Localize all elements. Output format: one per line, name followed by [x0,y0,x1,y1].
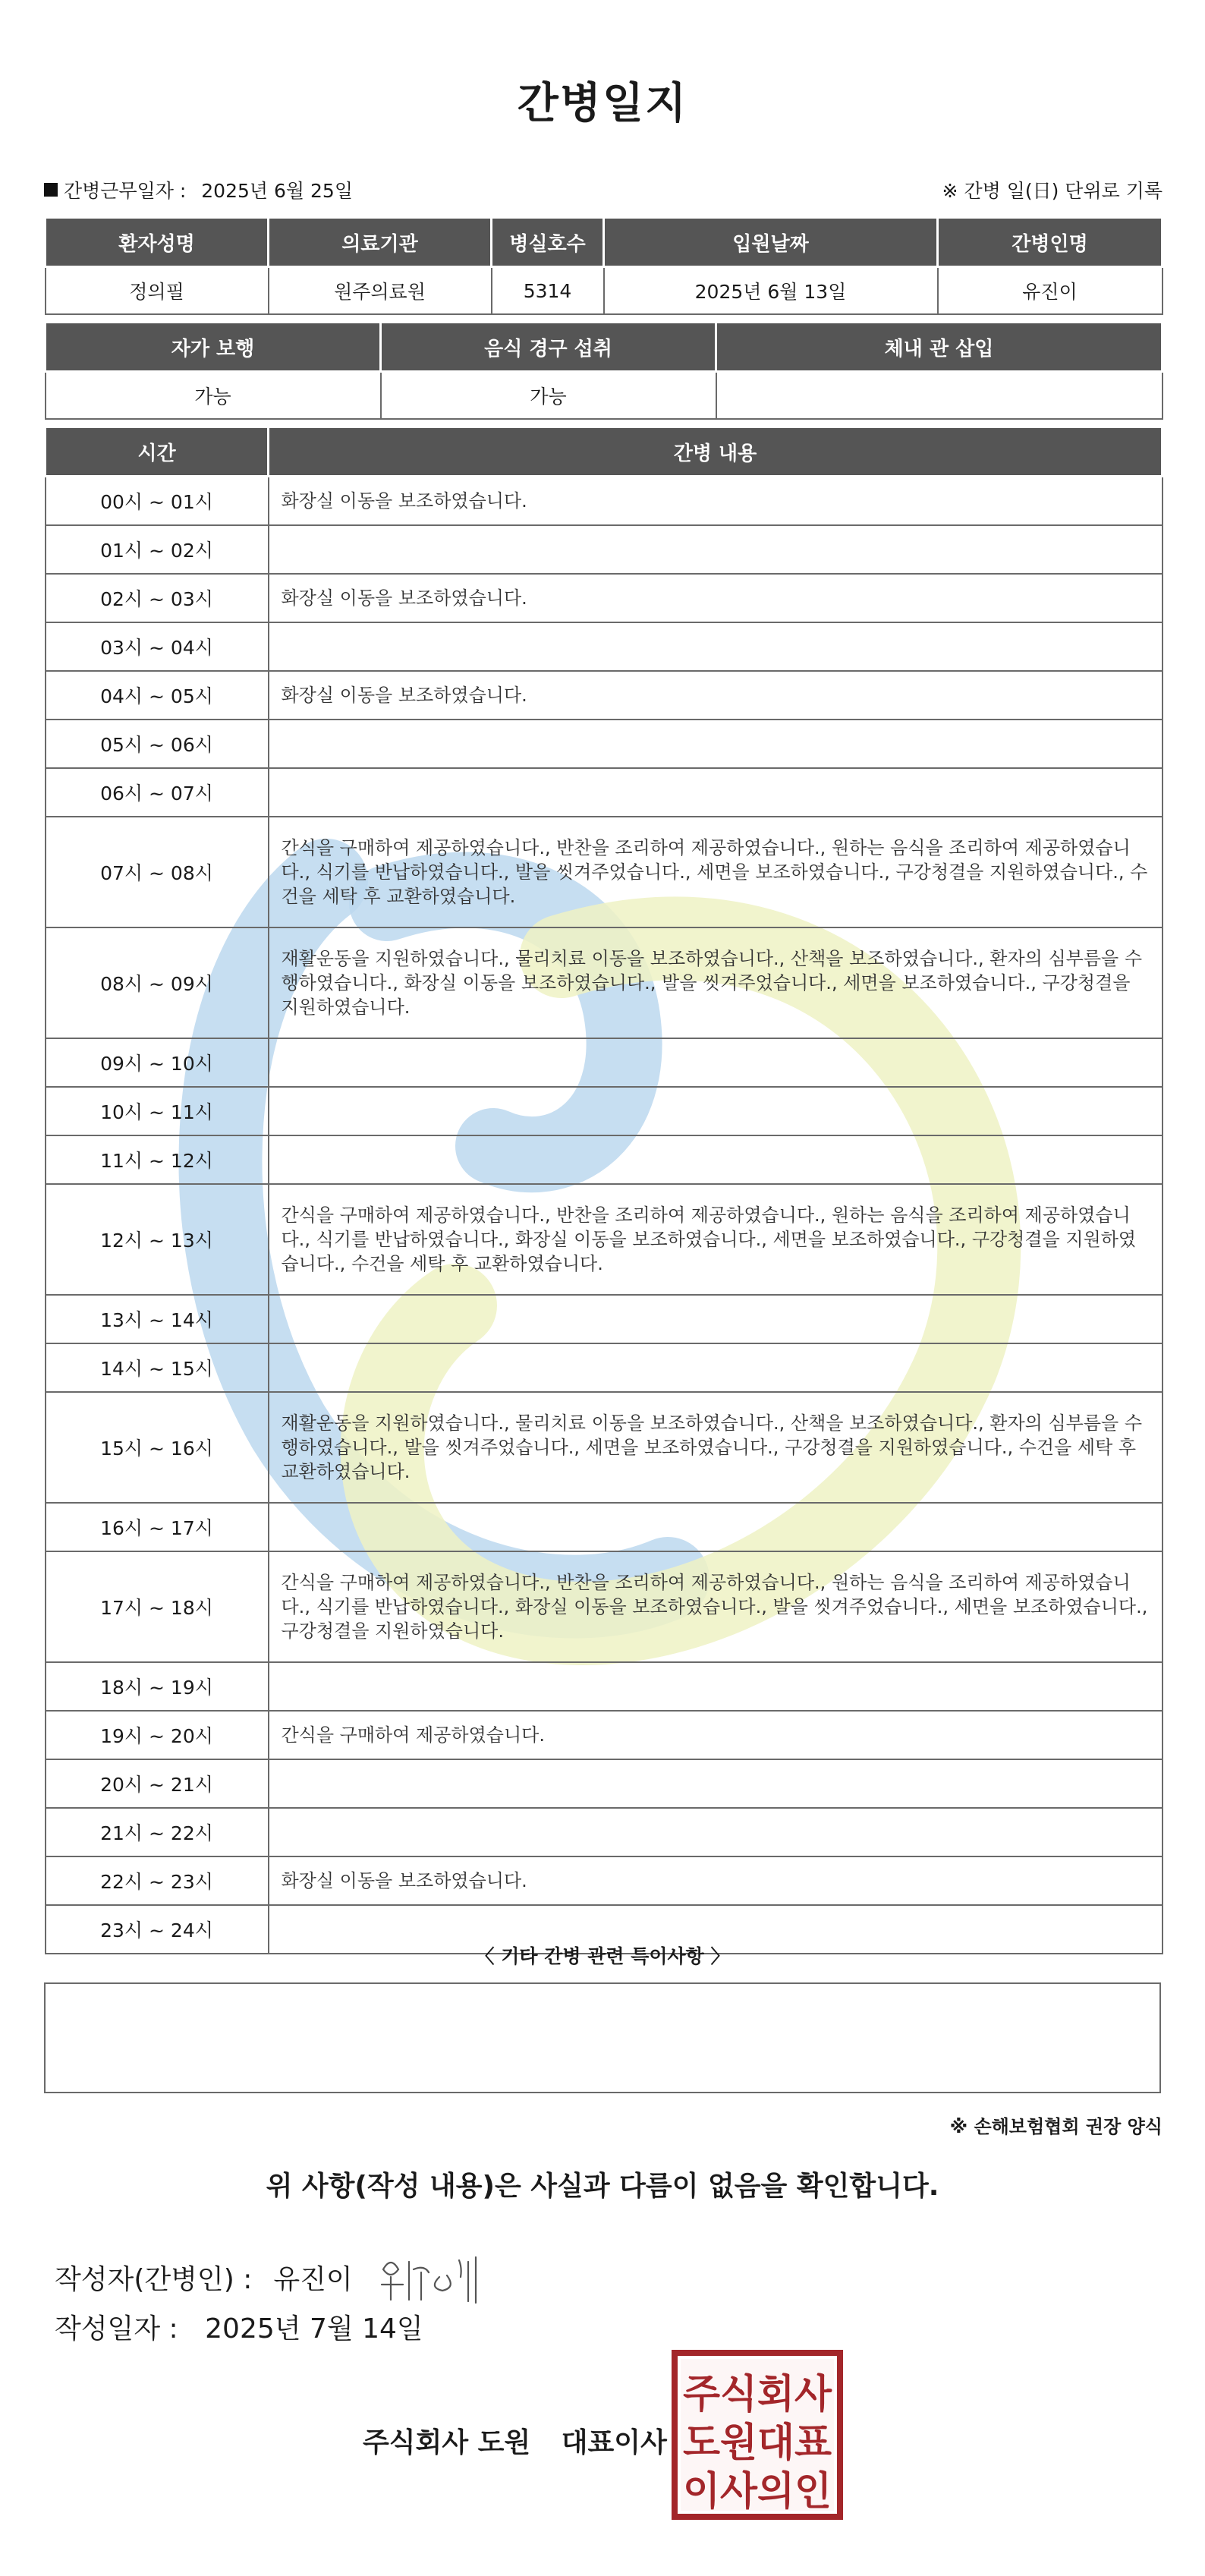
hourly-care-log-table [44,426,1163,1954]
care-content: 간식을 구매하여 제공하였습니다., 반찬을 조리하여 제공하였습니다., 원하는 음식을 조리하여 제공하였습니다., 식기를 반납하였습니다., 화장실 이동을 보조하였습니다., 발을 씻겨주었습니다., 세면을 보조하였습니다., 구강청결을 지원하였습니다. [269,1551,1163,1662]
time-slot: 20시 ~ 21시 [46,1759,269,1808]
care-content: 재활운동을 지원하였습니다., 물리치료 이동을 보조하였습니다., 산책을 보조하였습니다., 환자의 심부름을 수행하였습니다., 발을 씻겨주었습니다., 세면을 보조하였습니다., 구강청결을 지원하였습니다., 수건을 세탁 후 교환하였습니다. [269,1392,1163,1503]
svg-text:주식회사: 주식회사 [683,2372,832,2417]
writer-line [55,2247,505,2307]
time-slot: 02시 ~ 03시 [46,574,269,622]
table-row [46,1135,1163,1184]
walking-status: 가능 [46,372,381,420]
time-slot: 19시 ~ 20시 [46,1711,269,1759]
time-slot: 00시 ~ 01시 [46,477,269,526]
care-content [269,1295,1163,1343]
time-slot: 09시 ~ 10시 [46,1038,269,1087]
table-row [46,1856,1163,1905]
care-content [269,720,1163,768]
care-content: 화장실 이동을 보조하였습니다. [269,671,1163,720]
table-row [46,1184,1163,1295]
company-seal-stamp-icon [670,2348,845,2521]
time-slot: 17시 ~ 18시 [46,1551,269,1662]
table-row [46,1503,1163,1551]
table-row [46,720,1163,768]
document-title: 간병일지 [517,79,688,128]
caregiver-name: 유진이 [938,267,1163,315]
log-rows [46,477,1163,1954]
table-row [46,817,1163,927]
work-date-value: 2025년 6월 25일 [201,180,353,202]
time-slot: 10시 ~ 11시 [46,1087,269,1135]
time-slot: 06시 ~ 07시 [46,768,269,817]
written-date-line [55,2307,423,2346]
time-slot: 23시 ~ 24시 [46,1905,269,1954]
care-content [269,1087,1163,1135]
notes-box [44,1982,1161,2093]
table-row [46,1808,1163,1856]
company-name: 주식회사 도원 [363,2427,531,2458]
time-slot: 13시 ~ 14시 [46,1295,269,1343]
time-slot: 21시 ~ 22시 [46,1808,269,1856]
table-row [46,1392,1163,1503]
table-row [46,622,1163,671]
care-content [269,1759,1163,1808]
table-row [46,1711,1163,1759]
written-date: 2025년 7월 14일 [205,2313,423,2345]
header-patient-name: 환자성명 [46,218,269,267]
writer-name: 유진이 [273,2263,353,2295]
writer-label: 작성자(간병인) : [55,2263,253,2295]
table-row [46,1759,1163,1808]
oral-intake-status: 가능 [381,372,716,420]
care-content [269,1503,1163,1551]
table-row [46,525,1163,574]
written-date-label: 작성일자 : [55,2313,178,2345]
representative-title: 대표이사 [561,2427,667,2458]
work-date-label: 간병근무일자 : [64,180,187,202]
svg-text:도원대표: 도원대표 [683,2420,832,2466]
table-row [46,477,1163,526]
header-tube: 체내 관 삽입 [716,323,1163,372]
header-room: 병실호수 [492,218,604,267]
header-oral-intake: 음식 경구 섭취 [381,323,716,372]
care-content [269,1038,1163,1087]
svg-text:이사의인: 이사의인 [683,2469,832,2515]
care-content [269,768,1163,817]
header-admission-date: 입원날짜 [604,218,938,267]
table-row [46,1551,1163,1662]
hospital: 원주의료원 [269,267,492,315]
care-content: 재활운동을 지원하였습니다., 물리치료 이동을 보조하였습니다., 산책을 보조하였습니다., 환자의 심부름을 수행하였습니다., 화장실 이동을 보조하였습니다., 발을 씻겨주었습니다., 세면을 보조하였습니다., 구강청결을 지원하였습니다. [269,927,1163,1038]
header-caregiver: 간병인명 [938,218,1163,267]
patient-status-table [44,321,1163,420]
care-content [269,525,1163,574]
time-slot: 04시 ~ 05시 [46,671,269,720]
care-content: 간식을 구매하여 제공하였습니다., 반찬을 조리하여 제공하였습니다., 원하는 음식을 조리하여 제공하였습니다., 식기를 반납하였습니다., 발을 씻겨주었습니다., 세면을 보조하였습니다., 구강청결을 지원하였습니다., 수건을 세탁 후 교환하였습니다. [269,817,1163,927]
time-slot: 12시 ~ 13시 [46,1184,269,1295]
association-note: ※ 손해보험협회 권장 양식 [949,2116,1163,2137]
header-care-content: 간병 내용 [269,427,1163,477]
table-row [46,927,1163,1038]
time-slot: 11시 ~ 12시 [46,1135,269,1184]
time-slot: 03시 ~ 04시 [46,622,269,671]
tube-status [716,372,1163,420]
square-bullet-icon [44,183,58,197]
table-row [46,1038,1163,1087]
admission-date: 2025년 6월 13일 [604,267,938,315]
handwritten-signature-icon [376,2247,505,2307]
notes-title: 〈 기타 간병 관련 특이사항 〉 [475,1945,730,1967]
header-walking: 자가 보행 [46,323,381,372]
patient-info-table [44,216,1163,315]
time-slot: 22시 ~ 23시 [46,1856,269,1905]
time-slot: 08시 ~ 09시 [46,927,269,1038]
patient-name: 정의필 [46,267,269,315]
time-slot: 07시 ~ 08시 [46,817,269,927]
table-row [46,574,1163,622]
time-slot: 14시 ~ 15시 [46,1343,269,1392]
care-content [269,622,1163,671]
time-slot: 18시 ~ 19시 [46,1662,269,1711]
time-slot: 15시 ~ 16시 [46,1392,269,1503]
care-content: 간식을 구매하여 제공하였습니다. [269,1711,1163,1759]
table-row [46,1295,1163,1343]
care-content [269,1343,1163,1392]
time-slot: 01시 ~ 02시 [46,525,269,574]
table-row [46,768,1163,817]
care-content: 화장실 이동을 보조하였습니다. [269,477,1163,526]
table-row [46,1662,1163,1711]
time-slot: 05시 ~ 06시 [46,720,269,768]
care-content: 간식을 구매하여 제공하였습니다., 반찬을 조리하여 제공하였습니다., 원하는 음식을 조리하여 제공하였습니다., 식기를 반납하였습니다., 화장실 이동을 보조하였습니다., 세면을 보조하였습니다., 구강청결을 지원하였습니다., 수건을 세탁 후 교환하였습니다. [269,1184,1163,1295]
header-hospital: 의료기관 [269,218,492,267]
care-content [269,1808,1163,1856]
company-line [363,2421,667,2460]
care-content: 화장실 이동을 보조하였습니다. [269,574,1163,622]
care-content [269,1135,1163,1184]
time-slot: 16시 ~ 17시 [46,1503,269,1551]
header-time: 시간 [46,427,269,477]
room-number: 5314 [492,267,604,315]
confirmation-statement: 위 사항(작성 내용)은 사실과 다름이 없음을 확인합니다. [266,2171,939,2202]
table-row [46,1087,1163,1135]
table-row [46,1343,1163,1392]
care-content [269,1662,1163,1711]
unit-note: ※ 간병 일(日) 단위로 기록 [942,180,1163,202]
table-row [46,671,1163,720]
care-content: 화장실 이동을 보조하였습니다. [269,1856,1163,1905]
work-date [44,176,353,203]
